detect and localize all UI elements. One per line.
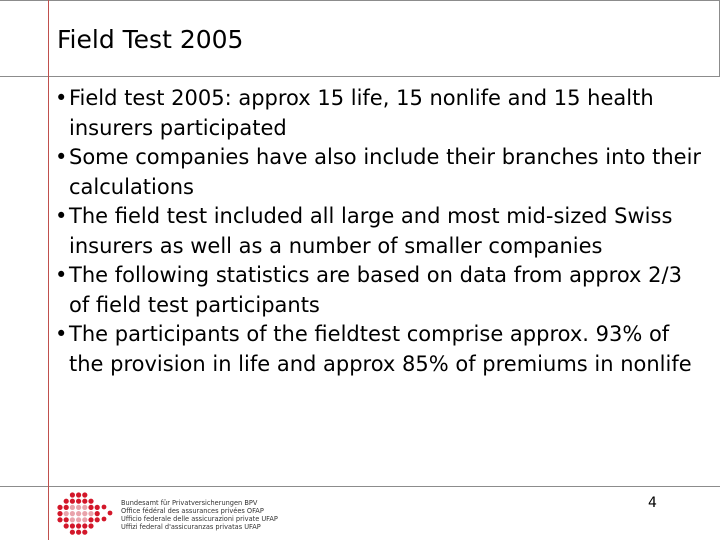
logo-dot — [64, 523, 69, 528]
bullet-item — [55, 320, 705, 379]
logo-dot — [95, 517, 100, 522]
logo-dot — [102, 517, 107, 522]
logo-dot — [70, 505, 75, 510]
logo-dot — [70, 511, 75, 516]
logo-dot — [70, 499, 75, 504]
footer-divider — [0, 486, 720, 487]
bullet-item — [55, 261, 705, 320]
bullet-item — [55, 84, 705, 143]
logo-dot — [64, 511, 69, 516]
bullet-dot-icon: • — [55, 322, 68, 346]
logo-dot — [76, 523, 81, 528]
swiss-federal-logo-icon — [54, 491, 116, 537]
logo-dot — [82, 499, 87, 504]
logo-dot — [70, 530, 75, 535]
logo-dot — [82, 505, 87, 510]
agency-name-de: Bundesamt für Privatversicherungen BPV — [121, 499, 258, 507]
logo-dot — [95, 511, 100, 516]
logo-dot — [88, 517, 93, 522]
bullet-list — [55, 84, 705, 379]
logo-dot — [64, 499, 69, 504]
logo-dot — [76, 511, 81, 516]
logo-dot — [70, 523, 75, 528]
agency-name-rm: Uffizi federal d'assicuranzas privatas UFAP — [121, 523, 261, 531]
logo-dot — [88, 499, 93, 504]
logo-dot — [82, 492, 87, 497]
logo-dot — [95, 505, 100, 510]
logo-dot — [82, 517, 87, 522]
logo-dot — [76, 517, 81, 522]
left-accent-line — [48, 0, 49, 540]
logo-dot — [82, 523, 87, 528]
logo-dot — [108, 511, 113, 516]
logo-dot — [57, 505, 62, 510]
logo-dot — [88, 511, 93, 516]
logo-dot — [70, 492, 75, 497]
bullet-item — [55, 202, 705, 261]
bullet-text: The field test included all large and most mid-sized Swiss insurers as well as a number of smaller companies — [69, 204, 673, 258]
bullet-dot-icon: • — [55, 204, 68, 228]
logo-dot — [82, 511, 87, 516]
bullet-text: The participants of the fieldtest comprise approx. 93% of the provision in life and approx 85% of premiums in nonlife — [69, 322, 692, 376]
logo-dot — [76, 530, 81, 535]
logo-dot — [88, 505, 93, 510]
top-border — [0, 0, 720, 1]
bullet-text: The following statistics are based on data from approx 2/3 of field test participants — [69, 263, 682, 317]
agency-name-it: Ufficio federale delle assicurazioni private UFAP — [121, 515, 278, 523]
page-number: 4 — [648, 495, 657, 511]
logo-dot — [82, 530, 87, 535]
logo-dot — [76, 499, 81, 504]
bullet-dot-icon: • — [55, 86, 68, 110]
agency-name-fr: Office fédéral des assurances privées OFAP — [121, 507, 264, 515]
bullet-item — [55, 143, 705, 202]
logo-dot — [70, 517, 75, 522]
bullet-dot-icon: • — [55, 263, 68, 287]
slide-title: Field Test 2005 — [57, 25, 244, 54]
title-divider — [0, 76, 720, 77]
bullet-dot-icon: • — [55, 145, 68, 169]
logo-dot — [57, 517, 62, 522]
logo-dot — [76, 505, 81, 510]
logo-dot — [64, 505, 69, 510]
logo-dot — [88, 523, 93, 528]
agency-name-block — [121, 499, 278, 531]
bullet-text: Some companies have also include their branches into their calculations — [69, 145, 702, 199]
bullet-text: Field test 2005: approx 15 life, 15 nonlife and 15 health insurers participated — [69, 86, 654, 140]
logo-dot — [102, 505, 107, 510]
logo-dot — [64, 517, 69, 522]
logo-dot — [76, 492, 81, 497]
logo-dot — [57, 511, 62, 516]
